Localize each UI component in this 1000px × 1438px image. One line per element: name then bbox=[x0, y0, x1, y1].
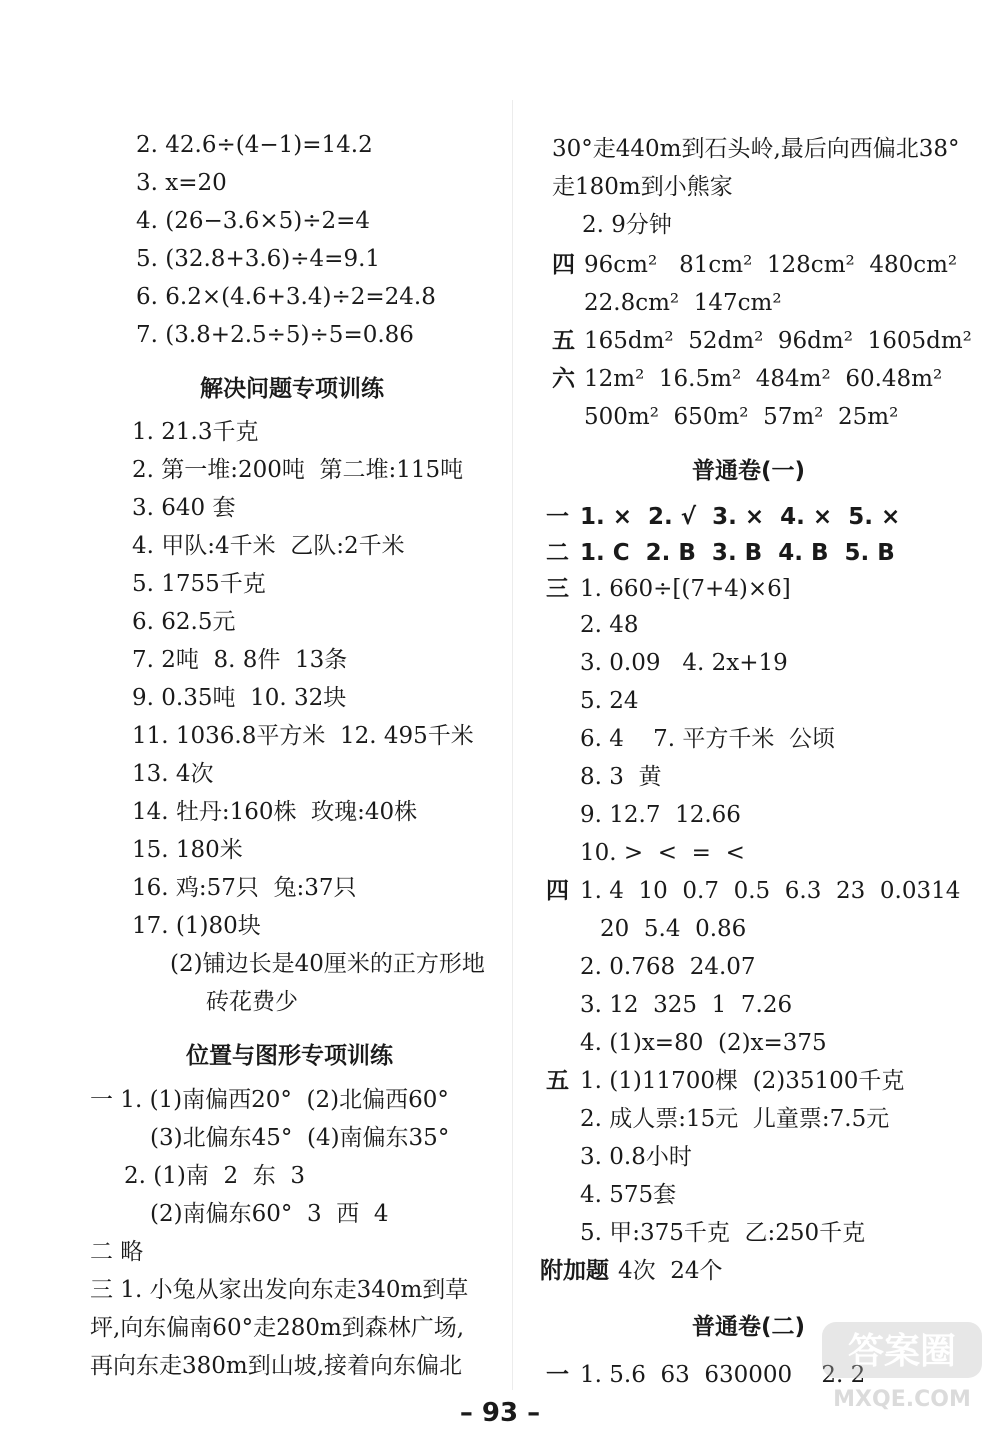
question-label: 一 bbox=[546, 504, 569, 530]
answer-line: 3. x=20 bbox=[136, 170, 227, 196]
answer-line: 6. 4 7. 平方千米 公顷 bbox=[580, 726, 836, 752]
answer-line: 再向东走380m到山坡,接着向东偏北 bbox=[90, 1353, 463, 1379]
answer-line: 1. 4 10 0.7 0.5 6.3 23 0.0314 bbox=[580, 878, 961, 904]
answer-line: 4. (26−3.6×5)÷2=4 bbox=[136, 208, 371, 234]
answer-line: 30°走440m到石头岭,最后向西偏北38° bbox=[552, 136, 960, 162]
answer-line: 96cm² 81cm² 128cm² 480cm² bbox=[584, 252, 958, 278]
answer-line: 4. 甲队:4千米 乙队:2千米 bbox=[132, 533, 405, 559]
answer-line: 3. 0.8小时 bbox=[580, 1144, 692, 1170]
answer-line: 二 略 bbox=[90, 1239, 144, 1265]
answer-line: 3. 0.09 4. 2x+19 bbox=[580, 650, 788, 676]
answer-line: 9. 0.35吨 10. 32块 bbox=[132, 685, 347, 711]
answer-line: 砖花费少 bbox=[206, 989, 298, 1015]
answer-line: 2. 48 bbox=[580, 612, 639, 638]
answer-line: 3. 640 套 bbox=[132, 495, 236, 521]
answer-line: 7. 2吨 8. 8件 13条 bbox=[132, 647, 348, 673]
answer-line: 4. 575套 bbox=[580, 1182, 677, 1208]
answer-line: 2. (1)南 2 东 3 bbox=[124, 1163, 305, 1189]
answer-line: 3. 12 325 1 7.26 bbox=[580, 992, 793, 1018]
answer-line: 2. 0.768 24.07 bbox=[580, 954, 756, 980]
question-label: 二 bbox=[546, 540, 569, 566]
answer-line: 17. (1)80块 bbox=[132, 913, 261, 939]
answer-line: 5. 24 bbox=[580, 688, 639, 714]
question-label: 五 bbox=[546, 1068, 569, 1094]
answer-line: 16. 鸡:57只 兔:37只 bbox=[132, 875, 357, 901]
answer-line: 12m² 16.5m² 484m² 60.48m² bbox=[584, 366, 943, 392]
answer-line: 2. 成人票:15元 儿童票:7.5元 bbox=[580, 1106, 890, 1132]
answer-line: 1. 660÷[(7+4)×6] bbox=[580, 576, 791, 602]
section-title: 普通卷(二) bbox=[692, 1314, 806, 1340]
answer-line: 7. (3.8+2.5÷5)÷5=0.86 bbox=[136, 322, 414, 348]
answer-line: 6. 62.5元 bbox=[132, 609, 236, 635]
section-title: 普通卷(一) bbox=[692, 458, 806, 484]
answer-line: 11. 1036.8平方米 12. 495千米 bbox=[132, 723, 474, 749]
watermark-text: 答案圈 bbox=[847, 1331, 957, 1372]
question-label: 一 bbox=[546, 1362, 569, 1388]
answer-line: 13. 4次 bbox=[132, 761, 214, 787]
watermark-url: MXQE.COM bbox=[833, 1387, 971, 1412]
answer-line: 走180m到小熊家 bbox=[552, 174, 733, 200]
question-label: 附加题 bbox=[540, 1258, 609, 1284]
answer-line: 4. (1)x=80 (2)x=375 bbox=[580, 1030, 827, 1056]
question-label: 五 bbox=[552, 328, 575, 354]
answer-line: 9. 12.7 12.66 bbox=[580, 802, 741, 828]
answer-line: 15. 180米 bbox=[132, 837, 243, 863]
answer-line: 8. 3 黄 bbox=[580, 764, 662, 790]
answer-line: 2. 第一堆:200吨 第二堆:115吨 bbox=[132, 457, 464, 483]
answer-line: 5. (32.8+3.6)÷4=9.1 bbox=[136, 246, 381, 272]
question-label: 四 bbox=[552, 252, 575, 278]
section-title: 解决问题专项训练 bbox=[200, 376, 384, 402]
answer-line: 165dm² 52dm² 96dm² 1605dm² bbox=[584, 328, 972, 354]
answer-line: (2)铺边长是40厘米的正方形地 bbox=[170, 951, 485, 977]
answer-line: 10. > < = < bbox=[580, 840, 745, 866]
answer-line: 4次 24个 bbox=[618, 1258, 723, 1284]
answer-line: 2. 42.6÷(4−1)=14.2 bbox=[136, 132, 373, 158]
question-label: 三 bbox=[546, 576, 569, 602]
answer-line: 20 5.4 0.86 bbox=[600, 916, 747, 942]
answer-line: 2. 9分钟 bbox=[582, 212, 672, 238]
answer-line: 1. 21.3千克 bbox=[132, 419, 259, 445]
answer-line: 14. 牡丹:160株 玫瑰:40株 bbox=[132, 799, 418, 825]
question-label: 六 bbox=[552, 366, 575, 392]
answer-line: 22.8cm² 147cm² bbox=[584, 290, 782, 316]
question-label: 四 bbox=[546, 878, 569, 904]
answer-line: 三 1. 小兔从家出发向东走340m到草 bbox=[90, 1277, 469, 1303]
answer-line: (2)南偏东60° 3 西 4 bbox=[150, 1201, 389, 1227]
page-number: – 93 – bbox=[459, 1398, 541, 1428]
column-divider bbox=[512, 100, 513, 1390]
answer-line: 6. 6.2×(4.6+3.4)÷2=24.8 bbox=[136, 284, 436, 310]
answer-line: 500m² 650m² 57m² 25m² bbox=[584, 404, 899, 430]
answer-line: 1. (1)11700棵 (2)35100千克 bbox=[580, 1068, 905, 1094]
answer-line: 坪,向东偏南60°走280m到森林广场, bbox=[90, 1315, 465, 1341]
answer-line: 1. 5.6 63 630000 2. 2 bbox=[580, 1362, 866, 1388]
section-title: 位置与图形专项训练 bbox=[186, 1043, 393, 1069]
answer-line: 1. C 2. B 3. B 4. B 5. B bbox=[580, 540, 895, 566]
answer-line: 一 1. (1)南偏西20° (2)北偏西60° bbox=[90, 1087, 449, 1113]
answer-line: (3)北偏东45° (4)南偏东35° bbox=[150, 1125, 450, 1151]
answer-line: 1. × 2. √ 3. × 4. × 5. × bbox=[580, 504, 901, 530]
answer-line: 5. 甲:375千克 乙:250千克 bbox=[580, 1220, 866, 1246]
answer-line: 5. 1755千克 bbox=[132, 571, 266, 597]
